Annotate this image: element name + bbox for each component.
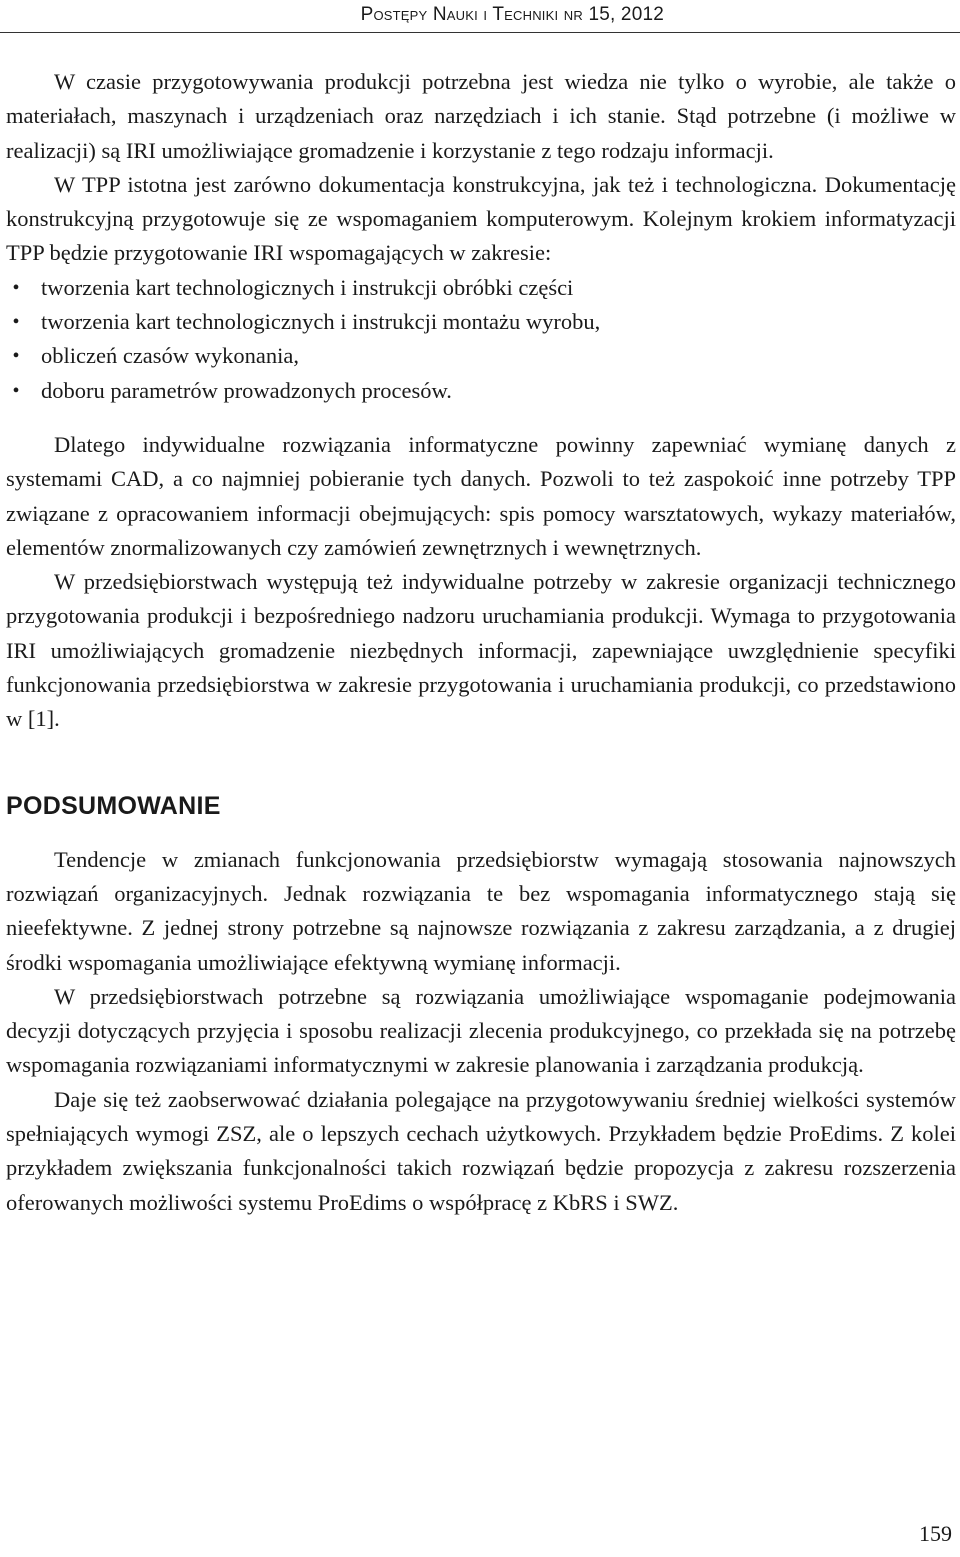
list-item: [12, 374, 956, 408]
paragraph: W przedsiębiorstwach potrzebne są rozwiązania umożliwiające wspomaganie podejmowania decyzji dotyczących przyjęcia i sposobu realizacji zlecenia produkcyjnego, co przekłada się na potrzebę wspomagania rozwiązaniami informatycznymi w zakresie planowania i zarządzania produkcją.: [6, 983, 956, 1078]
list-item: [12, 271, 956, 305]
bullet-icon: •: [12, 276, 20, 299]
bullet-list: [6, 271, 956, 408]
article-body: [6, 65, 956, 1220]
paragraph: Dlatego indywidualne rozwiązania informatyczne powinny zapewniać wymianę danych z systemami CAD, a co najmniej pobieranie tych danych. Pozwoli to też zaspokoić inne potrzeby TPP związane z opracowaniem informacji obejmujących: spis pomocy warsztatowych, wykazy materiałów, elementów znormalizowanych czy zamówień zewnętrznych i wewnętrznych.: [6, 431, 956, 560]
list-item-text: obliczeń czasów wykonania,: [41, 343, 300, 369]
page-number: 159: [919, 1521, 952, 1546]
list-item: [12, 305, 956, 339]
paragraph: Daje się też zaobserwować działania polegające na przygotowywaniu średniej wielkości systemów spełniających wymogi ZSZ, ale o lepszych cechach użytkowych. Przykładem będzie ProEdims. Z kolei przykładem zwiększania funkcjonalności takich rozwiązań będzie propozycja z zakresu rozszerzenia oferowanych możliwości systemu ProEdims o współpracę z KbRS i SWZ.: [6, 1086, 956, 1215]
header-rule: [0, 32, 960, 33]
paragraph: W TPP istotna jest zarówno dokumentacja konstrukcyjna, jak też i technologiczna. Dokumentację konstrukcyjną przygotowuje się ze wspomaganiem komputerowym. Kolejnym krokiem informatyzacji TPP będzie przygotowanie IRI wspomagających w zakresie:: [6, 171, 956, 266]
paragraph: W przedsiębiorstwach występują też indywidualne potrzeby w zakresie organizacji technicznego przygotowania produkcji i bezpośredniego nadzoru uruchamiania produkcji. Wymaga to przygotowania IRI umożliwiających gromadzenie niezbędnych informacji, zapewniające uwzględnienie specyfiki funkcjonowania przedsiębiorstwa w zakresie przygotowania i uruchamiania produkcji, co przedstawiono w [1].: [6, 569, 956, 732]
bullet-icon: •: [12, 345, 20, 368]
list-item: [12, 339, 956, 373]
list-item-text: tworzenia kart technologicznych i instrukcji montażu wyrobu,: [41, 309, 601, 335]
running-head: Postępy Nauki i Techniki nr 15, 2012: [360, 4, 664, 25]
section-heading: PODSUMOWANIE: [6, 791, 221, 820]
bullet-icon: •: [12, 379, 20, 402]
paragraph: W czasie przygotowywania produkcji potrzebna jest wiedza nie tylko o wyrobie, ale także o materiałach, maszynach i urządzeniach oraz narzędziach i ich stanie. Stąd potrzebne (i możliwe w realizacji) są IRI umożliwiające gromadzenie i korzystanie z tego rodzaju informacji.: [6, 69, 956, 163]
paragraph: Tendencje w zmianach funkcjonowania przedsiębiorstw wymagają stosowania najnowszych rozwiązań organizacyjnych. Jednak rozwiązania te bez wspomagania informatycznego stają się nieefektywne. Z jednej strony potrzebne są najnowsze rozwiązania z zakresu zarządzania, a z drugiej środki wspomagania umożliwiające efektywną wymianę informacji.: [6, 846, 956, 975]
list-item-text: doboru parametrów prowadzonych procesów.: [41, 377, 452, 403]
bullet-icon: •: [12, 311, 20, 334]
list-item-text: tworzenia kart technologicznych i instrukcji obróbki części: [41, 274, 574, 300]
